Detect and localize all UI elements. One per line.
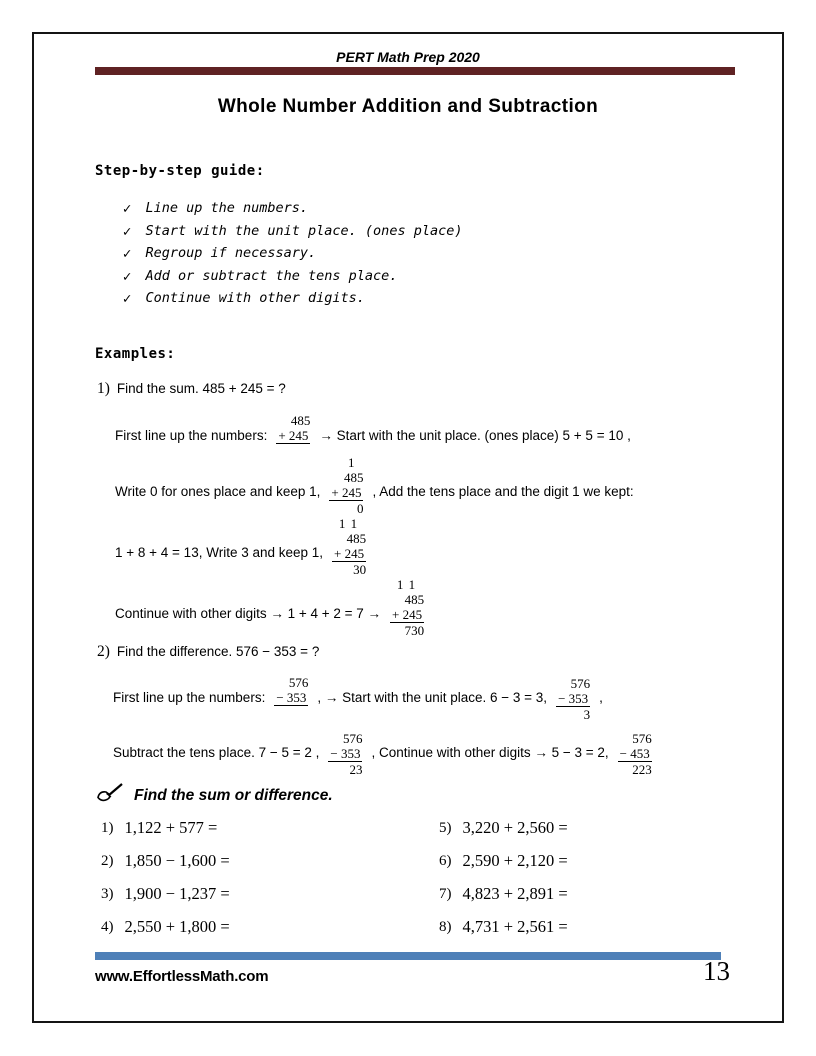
step-text: First line up the numbers: — [113, 690, 266, 705]
difference-result: 23 — [349, 762, 363, 777]
page-number: 13 — [703, 956, 730, 986]
example1-step2-line — [115, 455, 634, 516]
exercise-heading: Find the sum or difference. — [134, 786, 333, 804]
guide-heading: Step-by-step guide: — [95, 163, 265, 179]
exercise-item — [439, 884, 726, 904]
exercise-grid — [101, 818, 726, 937]
exercise-expression: 1,850 − 1,600 = — [124, 851, 230, 870]
checkmark-icon: ✓ — [122, 291, 133, 306]
example-number: 2) — [97, 643, 110, 660]
exercise-expression: 4,823 + 2,891 = — [462, 884, 568, 903]
step-text: → Start with the unit place. (ones place) 5 + 5 = 10 , — [319, 428, 631, 443]
exercise-number: 8) — [439, 919, 452, 935]
column-subtraction — [556, 676, 590, 722]
checkmark-icon: ✓ — [122, 201, 133, 216]
footer-rule-bar — [95, 952, 721, 960]
carry-digits: 1 1 — [338, 516, 359, 531]
column-addition — [390, 577, 424, 638]
exercise-item — [439, 818, 726, 838]
exercise-expression: 1,122 + 577 = — [124, 818, 218, 837]
step-text: , — [599, 690, 603, 705]
addend-top: 485 — [404, 592, 425, 607]
step-text: Write 0 for ones place and keep 1, — [115, 484, 321, 499]
guide-item — [122, 223, 462, 240]
example1-prompt-line — [97, 380, 286, 398]
page-title: Whole Number Addition and Subtraction — [217, 96, 599, 117]
guide-list — [122, 200, 462, 313]
guide-item — [122, 290, 462, 307]
step-text: Continue with other digits → 1 + 4 + 2 = 7 → — [115, 606, 382, 621]
exercise-number: 2) — [101, 853, 114, 869]
guide-item — [122, 200, 462, 217]
exercise-expression: 3,220 + 2,560 = — [462, 818, 568, 837]
example-prompt: Find the sum. 485 + 245 = ? — [116, 381, 286, 396]
example2-prompt-line — [97, 643, 319, 661]
guide-item — [122, 268, 462, 285]
guide-item-label: Add or subtract the tens place. — [145, 267, 398, 284]
step-text: , Add the tens place and the digit 1 we kept: — [372, 484, 634, 499]
carry-digits: 1 — [347, 455, 356, 470]
checkmark-icon: ✓ — [122, 223, 133, 239]
guide-item-label: Continue with other digits. — [145, 290, 365, 306]
example-prompt: Find the difference. 576 − 353 = ? — [116, 644, 320, 659]
exercise-item — [101, 851, 439, 871]
addend-bottom: + 245 — [392, 607, 423, 622]
exercise-item — [101, 818, 439, 838]
exercise-number: 6) — [439, 853, 452, 869]
checkmark-icon: ✓ — [122, 246, 133, 261]
guide-item-label: Start with the unit place. (ones place) — [145, 222, 463, 239]
column-addition — [276, 413, 310, 444]
example1-step4-line — [115, 577, 427, 638]
column-subtraction — [618, 731, 652, 777]
addend-top: 485 — [346, 531, 367, 546]
subtrahend: − 453 — [619, 746, 650, 761]
step-text: Subtract the tens place. 7 − 5 = 2 , — [113, 745, 320, 760]
minuend: 576 — [632, 731, 652, 746]
writing-hand-icon — [95, 782, 125, 809]
exercise-number: 3) — [101, 886, 114, 902]
difference-result: 223 — [632, 762, 652, 777]
exercise-item — [439, 917, 726, 937]
subtrahend: − 353 — [276, 690, 307, 705]
addend-bottom: + 245 — [334, 546, 365, 561]
addend-bottom: + 245 — [331, 485, 362, 500]
running-header: PERT Math Prep 2020 — [336, 49, 480, 65]
example-number: 1) — [97, 380, 110, 397]
column-addition — [329, 455, 363, 516]
column-addition — [332, 516, 366, 577]
example1-step1-line — [115, 413, 631, 444]
exercise-expression: 1,900 − 1,237 = — [124, 884, 230, 903]
exercise-number: 7) — [439, 886, 452, 902]
subtrahend: − 353 — [558, 691, 589, 706]
guide-item — [122, 245, 462, 262]
exercise-expression: 2,590 + 2,120 = — [462, 851, 568, 870]
website-url: www.EffortlessMath.com — [95, 968, 269, 985]
column-subtraction — [328, 731, 362, 777]
exercise-expression: 2,550 + 1,800 = — [124, 917, 230, 936]
checkmark-icon: ✓ — [122, 268, 133, 284]
minuend: 576 — [570, 676, 591, 691]
exercise-number: 5) — [439, 820, 452, 836]
exercise-item — [101, 884, 439, 904]
guide-item-label: Line up the numbers. — [145, 200, 309, 216]
guide-item-label: Regroup if necessary. — [145, 245, 317, 261]
exercise-item — [439, 851, 726, 871]
column-subtraction — [274, 675, 308, 706]
minuend: 576 — [342, 731, 363, 746]
sum-result: 730 — [404, 623, 425, 638]
carry-digits: 1 1 — [396, 577, 417, 592]
addend-top: 485 — [290, 413, 311, 428]
exercise-item — [101, 917, 439, 937]
step-text: First line up the numbers: — [115, 428, 268, 443]
sum-result: 0 — [356, 501, 364, 516]
header-rule-bar — [95, 67, 735, 75]
examples-heading: Examples: — [95, 346, 176, 362]
sum-result: 30 — [353, 562, 367, 577]
difference-result: 3 — [583, 707, 591, 722]
exercise-heading-row — [95, 782, 333, 809]
exercise-expression: 4,731 + 2,561 = — [462, 917, 568, 936]
addend-top: 485 — [343, 470, 364, 485]
example1-step3-line — [115, 516, 369, 577]
exercise-number: 4) — [101, 919, 114, 935]
example2-step1-line — [113, 675, 603, 722]
step-text: 1 + 8 + 4 = 13, Write 3 and keep 1, — [115, 545, 324, 560]
step-text: , Continue with other digits → 5 − 3 = 2, — [371, 745, 609, 760]
addend-bottom: + 245 — [278, 428, 309, 443]
exercise-number: 1) — [101, 820, 114, 836]
example2-step2-line — [113, 731, 655, 777]
step-text: , → Start with the unit place. 6 − 3 = 3, — [317, 690, 548, 705]
subtrahend: − 353 — [330, 746, 361, 761]
minuend: 576 — [288, 675, 309, 690]
